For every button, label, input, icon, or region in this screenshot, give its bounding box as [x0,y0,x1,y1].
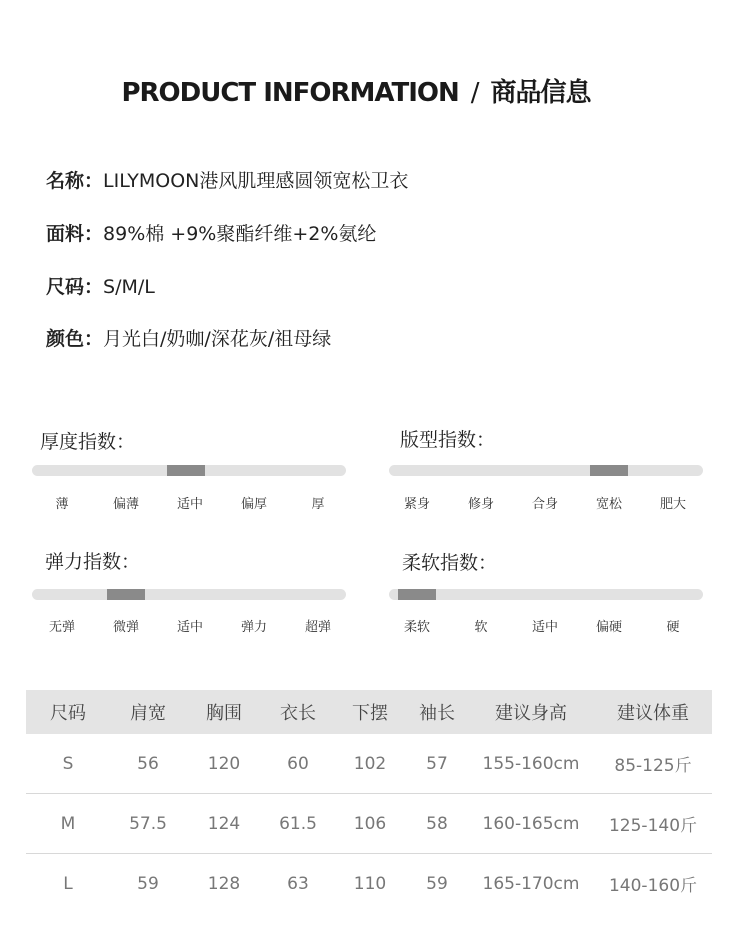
fit-marker [590,465,628,476]
table-cell: 85-125斤 [594,734,712,794]
table-cell: 110 [353,873,387,894]
softness-option: 适中 [531,620,558,635]
title-en: PRODUCT INFORMATION [121,78,459,108]
info-value: S/M/L [103,276,155,298]
elasticity-option: 超弹 [304,620,331,635]
table-cell: 59 [137,873,159,894]
table-cell: 128 [207,873,241,894]
table-cell: 57.5 [110,794,186,854]
softness-marker [398,589,436,600]
info-row-size [46,272,155,299]
fit-option: 肥大 [659,497,686,512]
thickness-option: 适中 [176,497,203,512]
info-value: 89%棉 +9%聚酯纤维+2%氨纶 [103,223,377,245]
table-header-row [26,690,712,734]
elasticity-option: 无弹 [48,620,75,635]
table-header-cell: 尺码 [26,690,110,734]
table-header-cell: 衣长 [262,690,334,734]
table-cell: 56 [110,734,186,794]
elasticity-option: 微弹 [112,620,139,635]
thickness-option: 偏薄 [112,497,139,512]
table-cell: 125-140斤 [594,794,712,854]
softness-option: 偏硬 [595,620,622,635]
info-label: 名称： [46,170,104,192]
fit-option: 紧身 [403,497,430,512]
fit-scale-title: 版型指数： [400,429,496,451]
table-cell: 57 [406,734,468,794]
softness-option: 柔软 [403,620,430,635]
info-row-fabric [46,219,376,246]
table-cell: 124 [186,794,262,854]
thickness-track [32,465,346,476]
fit-option: 宽松 [595,497,622,512]
table-cell: 160-165cm [468,794,594,854]
fit-track [389,465,703,476]
info-value: 月光白/奶咖/深花灰/祖母绿 [103,328,332,350]
fit-option: 修身 [467,497,494,512]
table-cell: 61.5 [262,794,334,854]
table-header-cell: 下摆 [334,690,406,734]
table-cell: 59 [426,873,448,894]
page-title [0,72,712,109]
elasticity-marker [107,589,145,600]
table-cell: 58 [406,794,468,854]
table-header-cell: 建议体重 [594,690,712,734]
table-cell: S [26,734,110,794]
elasticity-option: 弹力 [240,620,267,635]
table-cell: 120 [186,734,262,794]
size-table [26,690,712,913]
thickness-option: 薄 [55,497,69,512]
table-header-cell: 胸围 [186,690,262,734]
table-cell: L [63,873,73,894]
table-header-cell: 袖长 [406,690,468,734]
table-header-cell: 建议身高 [468,690,594,734]
info-label: 颜色： [46,328,104,350]
softness-scale-title: 柔软指数： [402,552,498,574]
table-cell: 60 [262,734,334,794]
title-cn: 商品信息 [490,78,591,108]
elasticity-options [32,616,346,634]
softness-track [389,589,703,600]
thickness-option: 厚 [311,497,325,512]
softness-option: 硬 [666,620,680,635]
table-cell: 165-170cm [482,873,580,894]
elasticity-scale-title: 弹力指数： [45,551,141,573]
elasticity-option: 适中 [176,620,203,635]
softness-options [389,616,703,634]
table-cell: 155-160cm [468,734,594,794]
table-header-cell: 肩宽 [110,690,186,734]
table-cell: M [26,794,110,854]
thickness-marker [167,465,205,476]
fit-options [389,493,703,511]
table-cell: 140-160斤 [608,876,698,896]
info-label: 面料： [46,223,104,245]
info-row-name [46,166,408,193]
fit-option: 合身 [531,497,558,512]
thickness-option: 偏厚 [240,497,267,512]
elasticity-track [32,589,346,600]
softness-option: 软 [474,620,488,635]
thickness-options [32,493,346,511]
table-cell: 106 [334,794,406,854]
table-row [26,854,712,914]
info-label: 尺码： [46,276,104,298]
table-cell: 63 [287,873,309,894]
thickness-scale-title: 厚度指数： [40,431,136,453]
info-row-color [46,324,331,351]
table-row [26,734,712,794]
info-value: LILYMOON港风肌理感圆领宽松卫衣 [103,170,409,192]
title-separator: / [470,78,479,108]
table-row [26,794,712,854]
table-cell: 102 [334,734,406,794]
